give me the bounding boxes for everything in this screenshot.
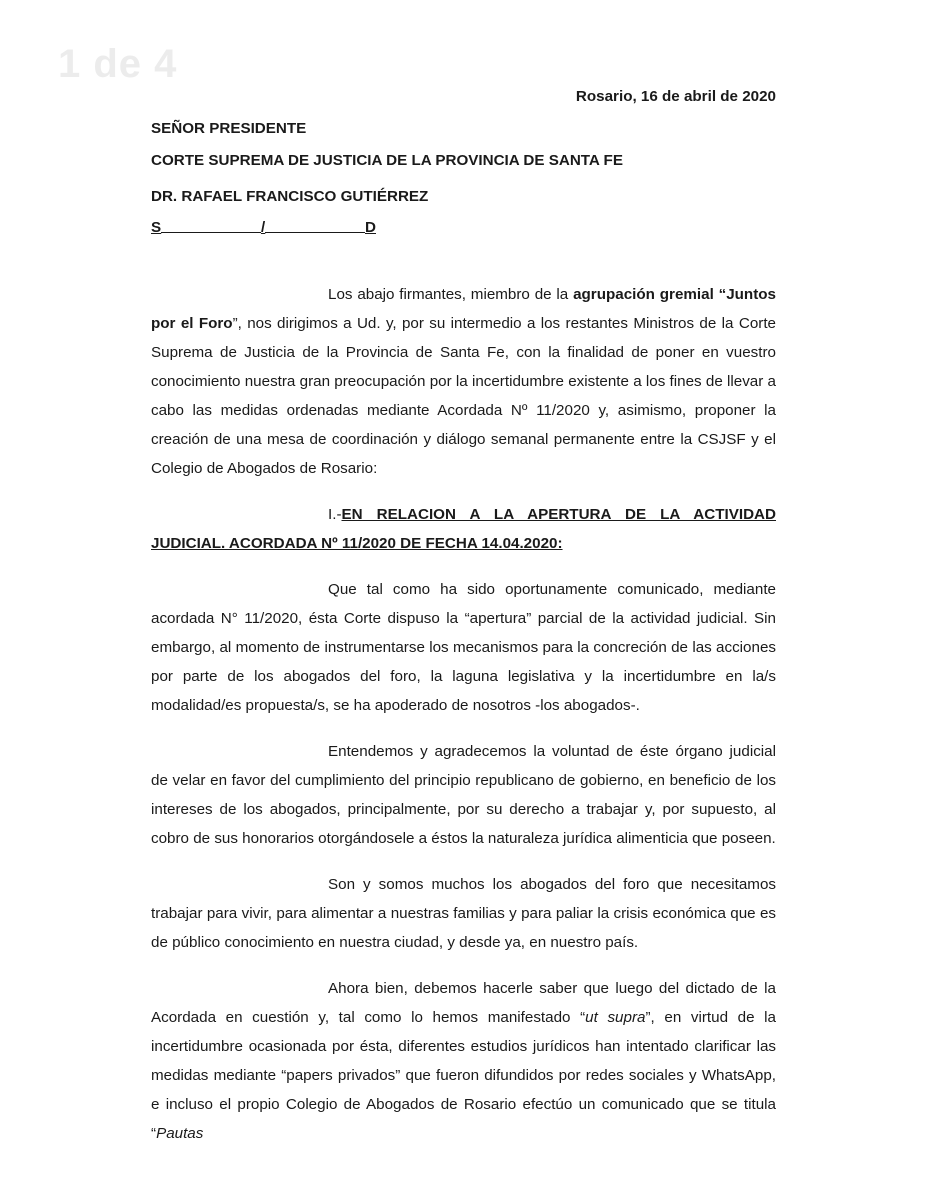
paragraph-2: Entendemos y agradecemos la voluntad de éste órgano judicial de velar en favor del cumplimiento del principio republicano de gobierno, en beneficio de los intereses de los abogados, principalmente, por su derecho a trabajar y, por supuesto, al cobro de sus honorarios otorgándosele a éstos la naturaleza jurídica alimenticia que poseen.	[151, 743, 776, 847]
recipient-institution: CORTE SUPREMA DE JUSTICIA DE LA PROVINCIA DE SANTA FE	[151, 152, 623, 169]
sd-slash: /	[260, 219, 266, 236]
intro-text-2: ”, nos dirigimos a Ud. y, por su intermedio a los restantes Ministros de la Corte Suprema de Justicia de la Provincia de Santa Fe, con la finalidad de poner en vuestro conocimiento nuestra gran preocupación por la incertidumbre existente a los fines de llevar a cabo las medidas ordenadas mediante Acordada Nº 11/2020 y, asimismo, proponer la creación de una mesa de coordinación y diálogo semanal permanente entre la CSJSF y el Colegio de Abogados de Rosario:	[151, 315, 776, 477]
paragraph-1: Que tal como ha sido oportunamente comunicado, mediante acordada N° 11/2020, ésta Corte dispuso la “apertura” parcial de la actividad judicial. Sin embargo, al momento de instrumentarse los mecanismos para la concreción de las acciones por parte de los abogados del foro, la laguna legislativa y la incertidumbre en la/s modalidad/es propuesta/s, se ha apoderado de nosotros -los abogados-.	[151, 581, 776, 714]
letter-date: Rosario, 16 de abril de 2020	[575, 88, 776, 105]
section-heading	[151, 500, 776, 558]
paragraph-4	[151, 974, 776, 1148]
page-counter: 1 de 4	[58, 42, 178, 86]
section-title: EN RELACION A LA APERTURA DE LA ACTIVIDAD JUDICIAL. ACORDADA Nº 11/2020 DE FECHA 14.04.2020:	[151, 506, 776, 552]
p4-text-b: ”, en virtud de la incertidumbre ocasionada por ésta, diferentes estudios jurídicos han intentado clarificar las medidas mediante “papers privados” que fueron difundidos por redes sociales y WhatsApp, e incluso el propio Colegio de Abogados de Rosario efectúo un comunicado que se titula “	[151, 1009, 776, 1142]
p4-italic-2: Pautas	[156, 1125, 204, 1142]
intro-text-1: Los abajo firmantes, miembro de la	[328, 286, 574, 303]
sd-underline-2	[265, 213, 365, 233]
intro-bold-group: agrupación gremial “Juntos por el Foro	[151, 286, 776, 332]
sd-line	[151, 213, 376, 242]
intro-paragraph	[151, 280, 776, 483]
p4-text-a: Ahora bien, debemos hacerle saber que luego del dictado de la Acordada en cuestión y, tal como lo hemos manifestado “	[151, 980, 776, 1026]
sd-s: S	[151, 219, 162, 236]
sd-d: D	[365, 219, 376, 236]
section-prefix: I.-	[328, 506, 342, 523]
paragraph-3: Son y somos muchos los abogados del foro que necesitamos trabajar para vivir, para alimentar a nuestras familias y para paliar la crisis económica que es de público conocimiento en nuestra ciudad, y desde ya, en nuestro país.	[151, 876, 776, 951]
recipient-name: DR. RAFAEL FRANCISCO GUTIÉRREZ	[151, 188, 429, 205]
sd-underline-1	[161, 213, 261, 233]
p4-italic-1: ut supra	[585, 1009, 646, 1026]
letter-body	[151, 280, 776, 1165]
recipient-title: SEÑOR PRESIDENTE	[151, 120, 307, 137]
